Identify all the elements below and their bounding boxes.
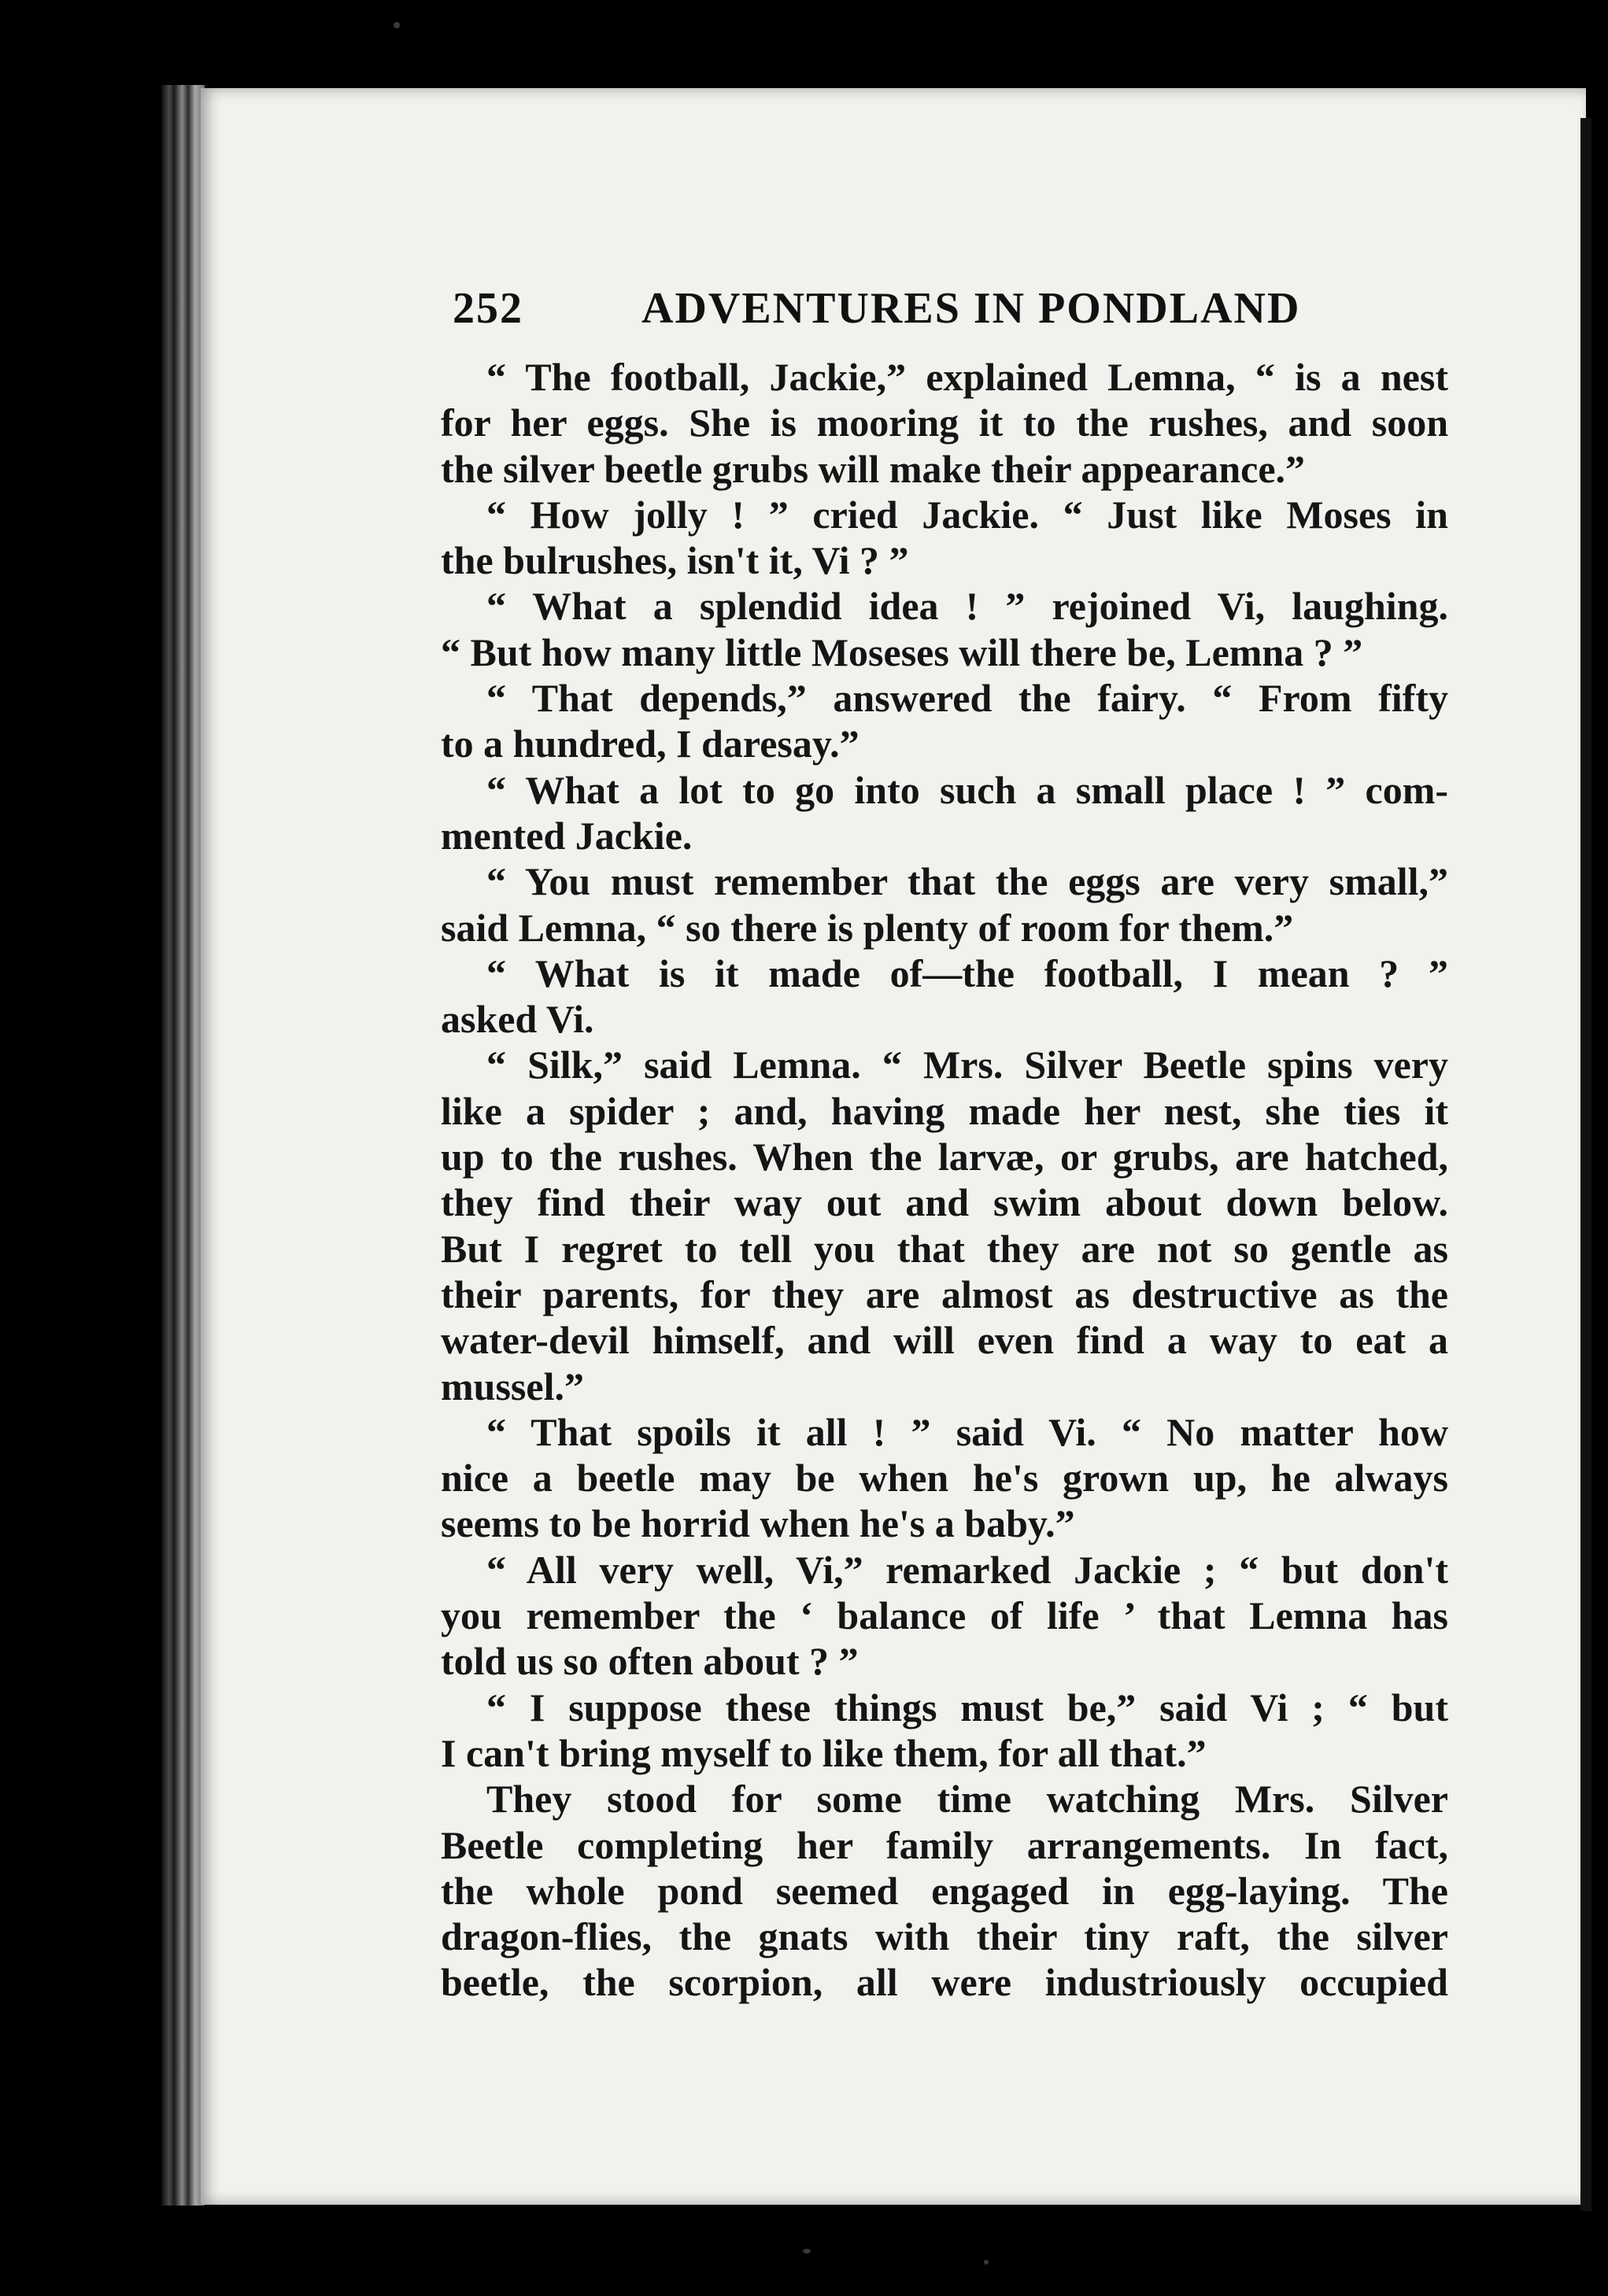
text-line: “ That spoils it all ! ” said Vi. “ No matter how	[486, 1409, 1448, 1454]
text-line: “ The football, Jackie,” explained Lemna, “ is a nest	[486, 355, 1448, 399]
text-line: “ But how many little Moseses will there be, Lemna ? ”	[441, 629, 1363, 674]
text-line: “ What a splendid idea ! ” rejoined Vi, laughing.	[486, 584, 1448, 629]
text-line: their parents, for they are almost as destructive as the	[441, 1272, 1448, 1316]
text-line: you remember the ‘ balance of life ’ that Lemna has	[441, 1593, 1448, 1638]
text-line: the whole pond seemed engaged in egg-laying. The	[441, 1868, 1448, 1913]
text-line: to a hundred, I daresay.”	[441, 722, 859, 766]
text-line: Beetle completing her family arrangements. In fact,	[441, 1822, 1448, 1867]
text-line: seems to be horrid when he's a baby.”	[441, 1501, 1075, 1546]
text-line: told us so often about ? ”	[441, 1639, 859, 1684]
text-line: for her eggs. She is mooring it to the rushes, and soon	[441, 401, 1448, 445]
text-line: the bulrushes, isn't it, Vi ? ”	[441, 538, 909, 583]
body-text	[441, 354, 1448, 2006]
text-line: “ All very well, Vi,” remarked Jackie ; “ but don't	[486, 1547, 1448, 1592]
text-line: said Lemna, “ so there is plenty of room for them.”	[441, 905, 1294, 950]
page-number: 252	[453, 284, 523, 333]
text-line: “ What a lot to go into such a small place ! ” com-	[486, 767, 1448, 812]
text-line: they find their way out and swim about down below.	[441, 1180, 1448, 1225]
text-line: asked Vi.	[441, 997, 594, 1042]
text-line: dragon-flies, the gnats with their tiny raft, the silver	[441, 1914, 1448, 1959]
text-line: mented Jackie.	[441, 813, 693, 858]
text-line: nice a beetle may be when he's grown up, he always	[441, 1456, 1448, 1501]
book-spine	[161, 85, 205, 2206]
text-line: water-devil himself, and will even find a way to eat a	[441, 1318, 1448, 1363]
text-line: But I regret to tell you that they are not so gentle as	[441, 1226, 1448, 1271]
text-line: “ How jolly ! ” cried Jackie. “ Just like Moses in	[486, 492, 1448, 537]
running-title: ADVENTURES IN PONDLAND	[641, 284, 1301, 333]
text-line: “ I suppose these things must be,” said Vi ; “ but	[486, 1685, 1448, 1729]
text-line: They stood for some time watching Mrs. Silver	[486, 1777, 1448, 1822]
text-line: beetle, the scorpion, all were industriously occupied	[441, 1960, 1448, 2005]
text-line: I can't bring myself to like them, for all that.”	[441, 1730, 1207, 1775]
text-line: mussel.”	[441, 1364, 584, 1408]
page-edge-shadow	[1580, 118, 1591, 2211]
text-line: “ What is it made of—the football, I mean ? ”	[486, 951, 1448, 995]
text-line: up to the rushes. When the larvæ, or grubs, are hatched,	[441, 1135, 1448, 1179]
text-line: the silver beetle grubs will make their appearance.”	[441, 446, 1306, 491]
text-line: “ You must remember that the eggs are very small,”	[486, 859, 1448, 904]
page-header	[453, 283, 1301, 338]
text-line: “ That depends,” answered the fairy. “ From fifty	[486, 676, 1448, 721]
text-line: like a spider ; and, having made her nest, she ties it	[441, 1088, 1448, 1133]
text-line: “ Silk,” said Lemna. “ Mrs. Silver Beetle spins very	[486, 1043, 1448, 1087]
